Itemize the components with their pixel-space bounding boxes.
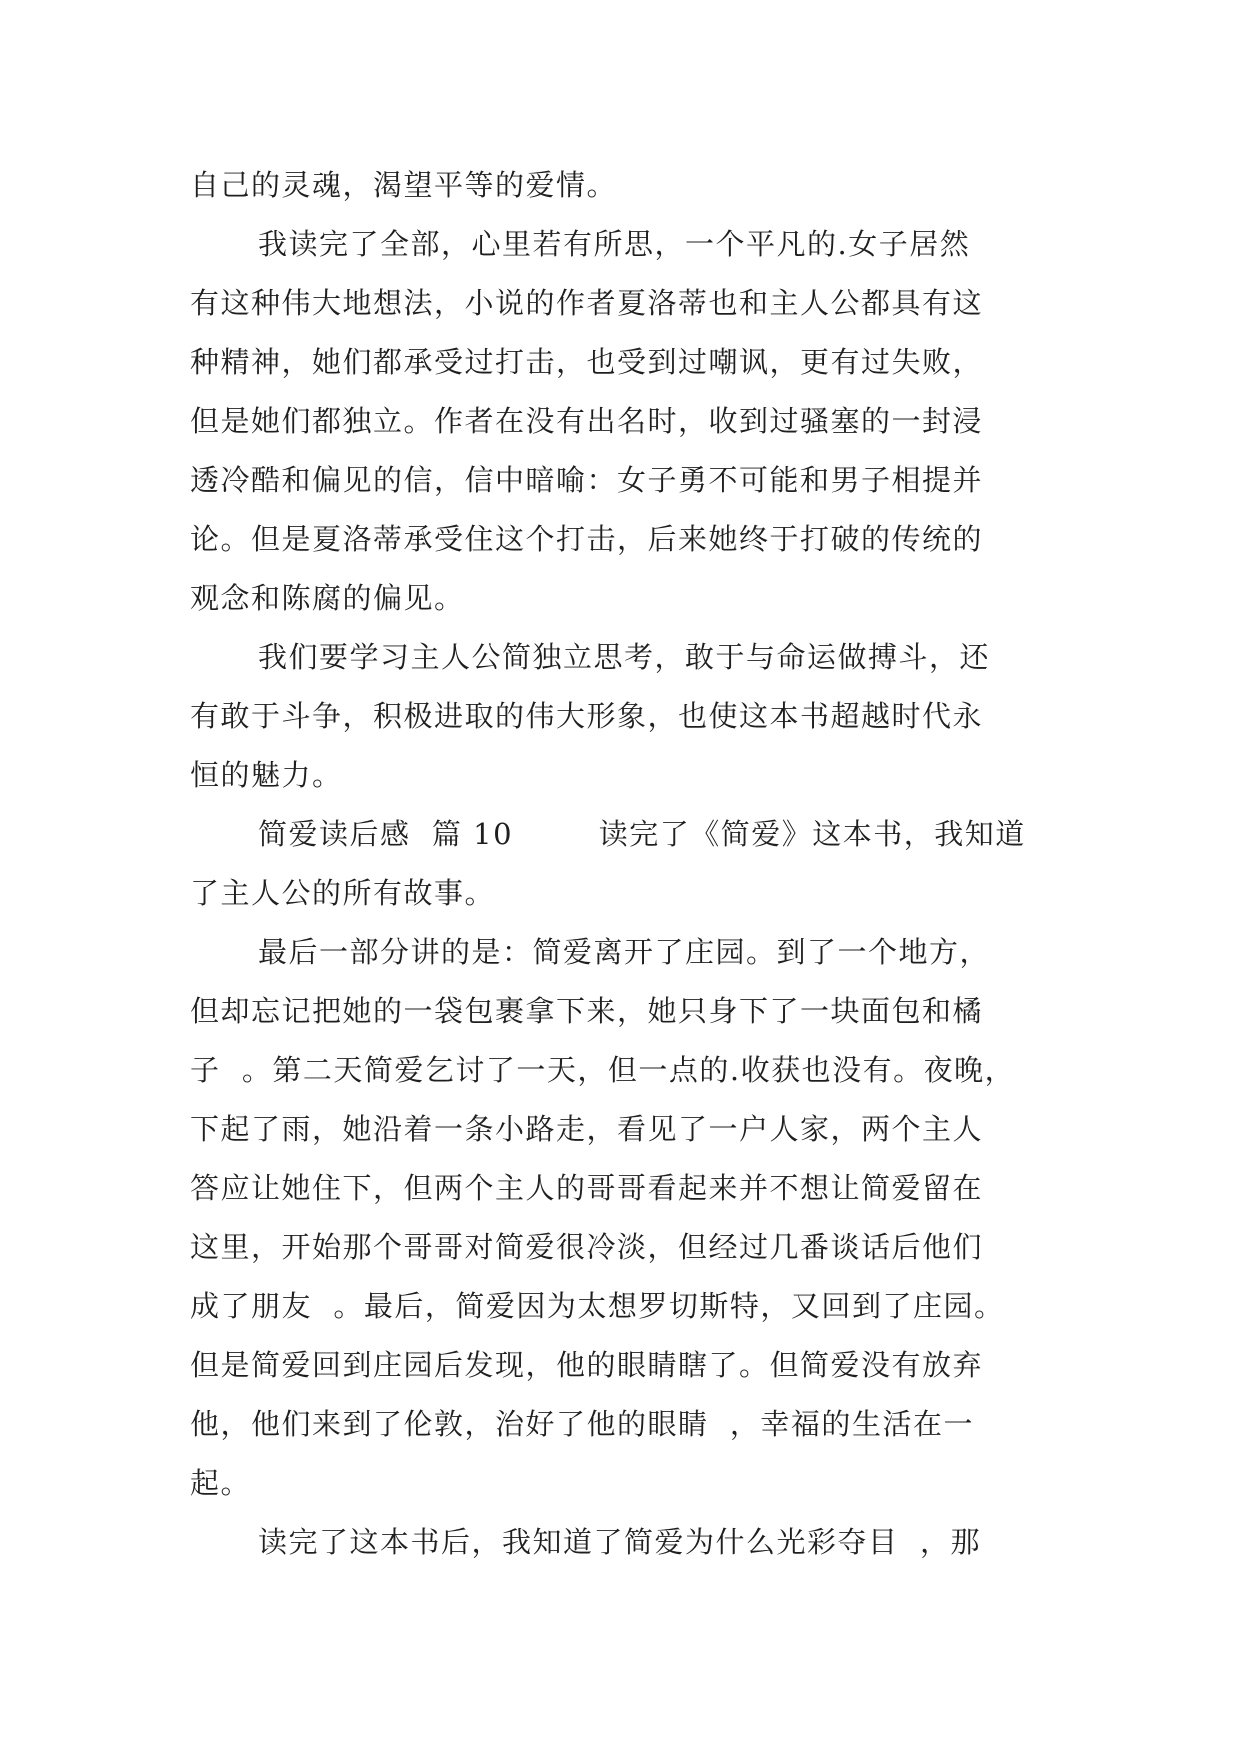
text-line: 观念和陈腐的偏见。 (190, 581, 465, 615)
text-line: 种精神，她们都承受过打击，也受到过嘲讽，更有过失败， (190, 345, 984, 379)
text-line: 他，他们来到了伦敦，治好了他的眼睛 ，幸福的生活在一 (190, 1407, 974, 1441)
body-text (190, 156, 1050, 1572)
text-line: 子 。第二天简爱乞讨了一天，但一点的.收获也没有。夜晚， (190, 1053, 1016, 1087)
text-line: 但是简爱回到庄园后发现，他的眼睛瞎了。但简爱没有放弃 (190, 1348, 984, 1382)
paragraph-start-line: 最后一部分讲的是：简爱离开了庄园。到了一个地方， (258, 935, 991, 969)
text-line: 论。但是夏洛蒂承受住这个打击，后来她终于打破的传统的 (190, 522, 984, 556)
text-line: 成了朋友 。最后，简爱因为太想罗切斯特，又回到了庄园。 (190, 1289, 1005, 1323)
text-line: 但却忘记把她的一袋包裹拿下来，她只身下了一块面包和橘 (190, 994, 984, 1028)
text-line: 这里，开始那个哥哥对简爱很冷淡，但经过几番谈话后他们 (190, 1230, 984, 1264)
text-line: 但是她们都独立。作者在没有出名时，收到过骚塞的一封浸 (190, 404, 984, 438)
text-line: 答应让她住下，但两个主人的哥哥看起来并不想让简爱留在 (190, 1171, 984, 1205)
paragraph-start-line: 我们要学习主人公简独立思考，敢于与命运做搏斗，还 (258, 640, 991, 674)
text-line: 恒的魅力。 (190, 758, 343, 792)
text-line: 透冷酷和偏见的信，信中暗喻：女子勇不可能和男子相提并 (190, 463, 984, 497)
paragraph-start-line: 我读完了全部，心里若有所思，一个平凡的.女子居然 (258, 227, 971, 261)
text-line: 有这种伟大地想法，小说的作者夏洛蒂也和主人公都具有这 (190, 286, 984, 320)
section-heading-line: 简爱读后感 篇 10 读完了《简爱》这本书，我知道 (258, 817, 1026, 851)
text-line: 起。 (190, 1466, 252, 1500)
text-line: 了主人公的所有故事。 (190, 876, 496, 910)
text-line: 自己的灵魂，渴望平等的爱情。 (190, 168, 618, 202)
paragraph-start-line: 读完了这本书后，我知道了简爱为什么光彩夺目 ，那 (258, 1525, 981, 1559)
text-line: 下起了雨，她沿着一条小路走，看见了一户人家，两个主人 (190, 1112, 984, 1146)
text-line: 有敢于斗争，积极进取的伟大形象，也使这本书超越时代永 (190, 699, 984, 733)
